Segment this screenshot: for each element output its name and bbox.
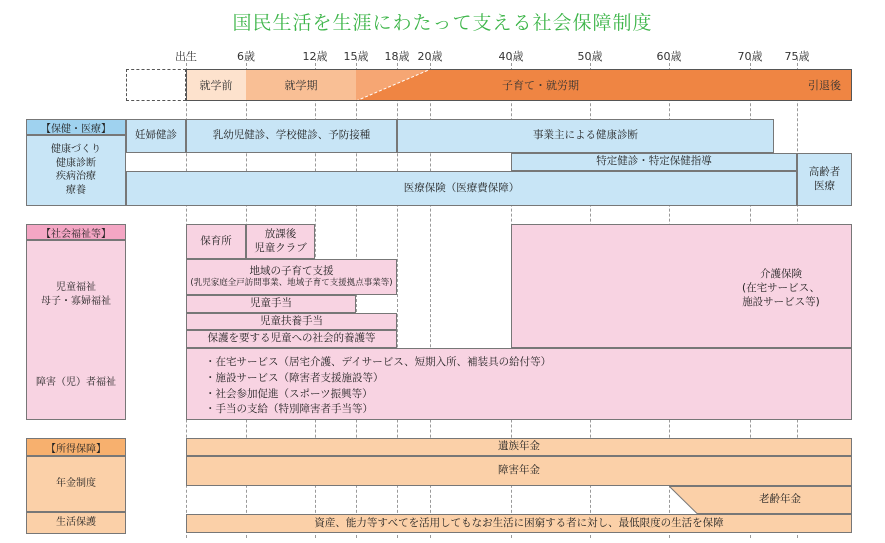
health-header: 【保健・医療】 <box>26 119 126 135</box>
care-insurance-line: (在宅サービス、 <box>742 281 820 294</box>
elderly-medical-line: 高齢者 <box>808 166 841 179</box>
disability-welfare-category: 障害（児）者福祉 <box>36 377 116 388</box>
afterschool-line: 放課後 <box>264 228 297 241</box>
age-label-75: 75歳 <box>784 50 810 63</box>
afterschool-club-box <box>246 224 315 259</box>
stage-preschool: 就学前 <box>199 79 233 92</box>
age-label-50: 50歳 <box>577 50 603 63</box>
child-allowance-box: 児童手当 <box>186 295 356 313</box>
social-care-box: 保護を要する児童への社会的養護等 <box>186 330 397 348</box>
page-title: 国民生活を生涯にわたって支える社会保障制度 <box>232 12 653 34</box>
nursery-box: 保育所 <box>186 224 246 259</box>
employer-checkup-box: 事業主による健康診断 <box>397 119 774 153</box>
survivors-pension-box: 遺族年金 <box>186 438 852 456</box>
health-category <box>26 135 126 206</box>
disability-service-item: ・在宅サービス（居宅介護、デイサービス、短期入所、補装具の給付等） <box>205 356 552 368</box>
specific-checkup-box: 特定健診・特定保健指導 <box>511 153 797 171</box>
afterschool-line: 児童クラブ <box>254 241 307 254</box>
child-rearing-allowance-box: 児童扶養手当 <box>186 313 397 330</box>
child-welfare-category <box>27 281 125 308</box>
child-welfare-line: 母子・寡婦福祉 <box>41 295 111 307</box>
stage-retired: 引退後 <box>808 79 841 92</box>
care-insurance-line: 介護保険 <box>760 267 802 280</box>
age-label-20: 20歳 <box>417 50 443 63</box>
health-category-line: 療養 <box>66 184 86 196</box>
age-label-15: 15歳 <box>343 50 369 63</box>
pension-category: 年金制度 <box>26 456 126 512</box>
health-category-line: 疾病治療 <box>56 171 96 182</box>
disability-service-item: ・施設サービス（障害者支援施設等） <box>205 371 384 384</box>
age-label-40: 40歳 <box>498 50 524 63</box>
health-category-line: 健康診断 <box>56 157 96 169</box>
age-label-birth: 出生 <box>175 50 197 63</box>
income-header: 【所得保障】 <box>26 438 126 456</box>
elderly-medical-line: 医療 <box>814 179 835 192</box>
care-insurance-label <box>711 258 851 318</box>
age-label-60: 60歳 <box>656 50 682 63</box>
stage-working: 子育て・就労期 <box>502 79 579 92</box>
community-support-box <box>186 259 397 295</box>
age-label-12: 12歳 <box>302 50 328 63</box>
child-checkup-box: 乳幼児健診、学校健診、予防接種 <box>186 119 397 153</box>
community-support-note: (乳児家庭全戸訪問事業、地域子育て支援拠点事業等) <box>190 278 393 289</box>
livelihood-category: 生活保護 <box>26 512 126 534</box>
age-label-18: 18歳 <box>384 50 410 63</box>
medical-insurance-box: 医療保険（医療費保障） <box>126 171 797 206</box>
health-category-line: 健康づくり <box>51 144 101 155</box>
elderly-medical-box <box>797 153 852 206</box>
welfare-category <box>26 240 126 420</box>
age-label-70: 70歳 <box>737 50 763 63</box>
old-age-pension-label: 老齢年金 <box>759 493 801 505</box>
child-welfare-line: 児童福祉 <box>56 282 96 293</box>
age-label-6: 6歳 <box>237 50 255 63</box>
disability-pension-box: 障害年金 <box>186 456 852 486</box>
care-insurance-line: 施設サービス等) <box>742 296 820 309</box>
disability-service-item: ・手当の支給（特別障害者手当等） <box>205 403 373 416</box>
disability-services-box <box>186 348 852 420</box>
welfare-header: 【社会福祉等】 <box>26 224 126 240</box>
community-support-label: 地域の子育て支援 <box>249 265 334 278</box>
disability-service-item: ・社会参加促進（スポーツ振興等） <box>205 387 373 400</box>
prenatal-checkup-box: 妊婦健診 <box>126 119 186 153</box>
public-assistance-box: 資産、能力等すべてを活用してもなお生活に困窮する者に対し、最低限度の生活を保障 <box>186 514 852 533</box>
prebirth-cell <box>126 69 186 101</box>
stage-school: 就学期 <box>284 79 318 92</box>
